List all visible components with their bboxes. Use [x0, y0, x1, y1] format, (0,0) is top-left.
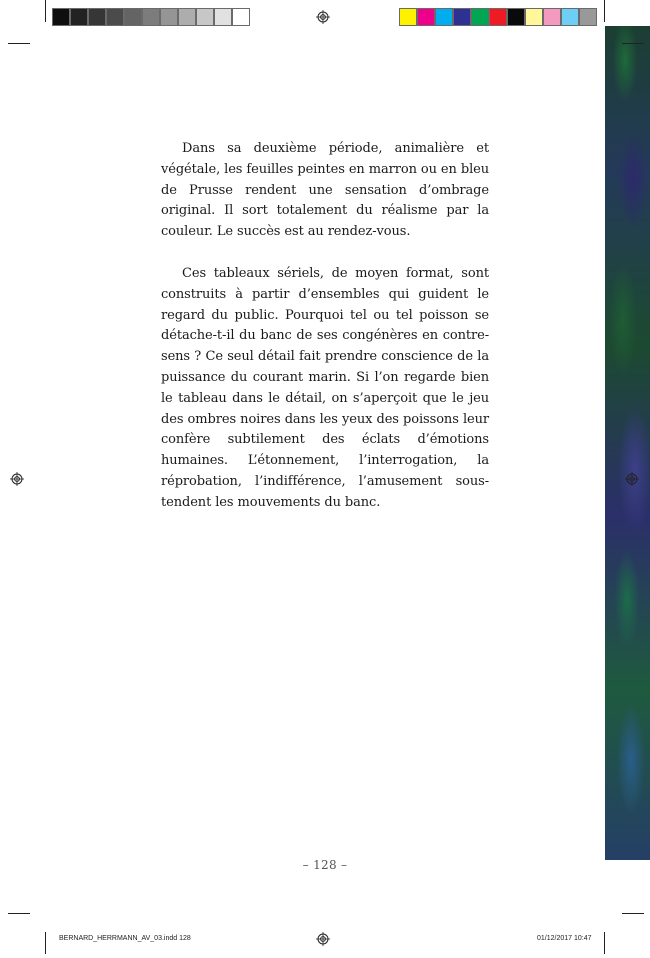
registration-mark-right-icon — [625, 472, 639, 486]
color-swatch-3 — [435, 8, 453, 26]
paragraph-2: Ces tableaux sériels, de moyen format, sont construits à partir d’ensembles qui guident le regard du public. Pourquoi tel ou tel poisson se détache-t-il du banc de ses congénères en contre-sens ? Ce seul détail fait prendre conscience de la puissance du courant marin. Si l’on regarde bien le tableau dans le détail, on s’aperçoit que le jeu des ombres noires dans les yeux des poissons leur confère subtilement des éclats d’émotions humaines. L’étonnement, l’interrogation, la réprobation, l’indifférence, l’amusement sous-tendent les mouvements du banc. — [161, 265, 489, 510]
crop-mark-bottom-right-horizontal — [622, 913, 644, 914]
crop-mark-bottom-left-vertical — [45, 932, 46, 954]
paragraph-1: Dans sa deuxième période, animalière et végétale, les feuilles peintes en marron ou en bleu de Prusse rendent une sensation d’ombrage original. Il sort totalement du réalisme par la couleur. Le succès est au rendez-vous. — [161, 141, 489, 240]
crop-mark-bottom-left-horizontal — [8, 913, 30, 914]
gray-swatch-10 — [214, 8, 232, 26]
gray-swatch-4 — [106, 8, 124, 26]
page-number: – 128 – — [302, 858, 348, 872]
crop-mark-top-left-horizontal — [8, 43, 30, 44]
color-swatch-6 — [489, 8, 507, 26]
gray-swatch-8 — [178, 8, 196, 26]
body-text — [161, 139, 489, 535]
slug-date: 01/12/2017 10:47 — [537, 935, 592, 942]
bleed-top-mask — [605, 0, 650, 26]
registration-mark-top-icon — [316, 10, 330, 24]
color-swatch-11 — [579, 8, 597, 26]
color-swatch-2 — [417, 8, 435, 26]
registration-mark-left-icon — [10, 472, 24, 486]
color-swatch-5 — [471, 8, 489, 26]
registration-mark-bottom-icon — [316, 932, 330, 946]
gray-swatch-2 — [70, 8, 88, 26]
crop-mark-top-right-vertical — [604, 0, 605, 22]
gray-swatch-1 — [52, 8, 70, 26]
slug-filename: BERNARD_HERRMANN_AV_03.indd 128 — [59, 935, 191, 942]
color-swatch-7 — [507, 8, 525, 26]
crop-mark-top-right-horizontal — [622, 43, 644, 44]
color-swatch-4 — [453, 8, 471, 26]
process-color-bar — [399, 8, 597, 26]
color-swatch-8 — [525, 8, 543, 26]
bleed-image-strip — [605, 0, 650, 860]
gray-swatch-11 — [232, 8, 250, 26]
gray-swatch-5 — [124, 8, 142, 26]
color-swatch-1 — [399, 8, 417, 26]
gray-swatch-9 — [196, 8, 214, 26]
color-swatch-10 — [561, 8, 579, 26]
crop-mark-top-left-vertical — [45, 0, 46, 22]
crop-mark-bottom-right-vertical — [604, 932, 605, 954]
gray-swatch-3 — [88, 8, 106, 26]
gray-swatch-6 — [142, 8, 160, 26]
gray-swatch-7 — [160, 8, 178, 26]
color-swatch-9 — [543, 8, 561, 26]
grayscale-color-bar — [52, 8, 250, 26]
